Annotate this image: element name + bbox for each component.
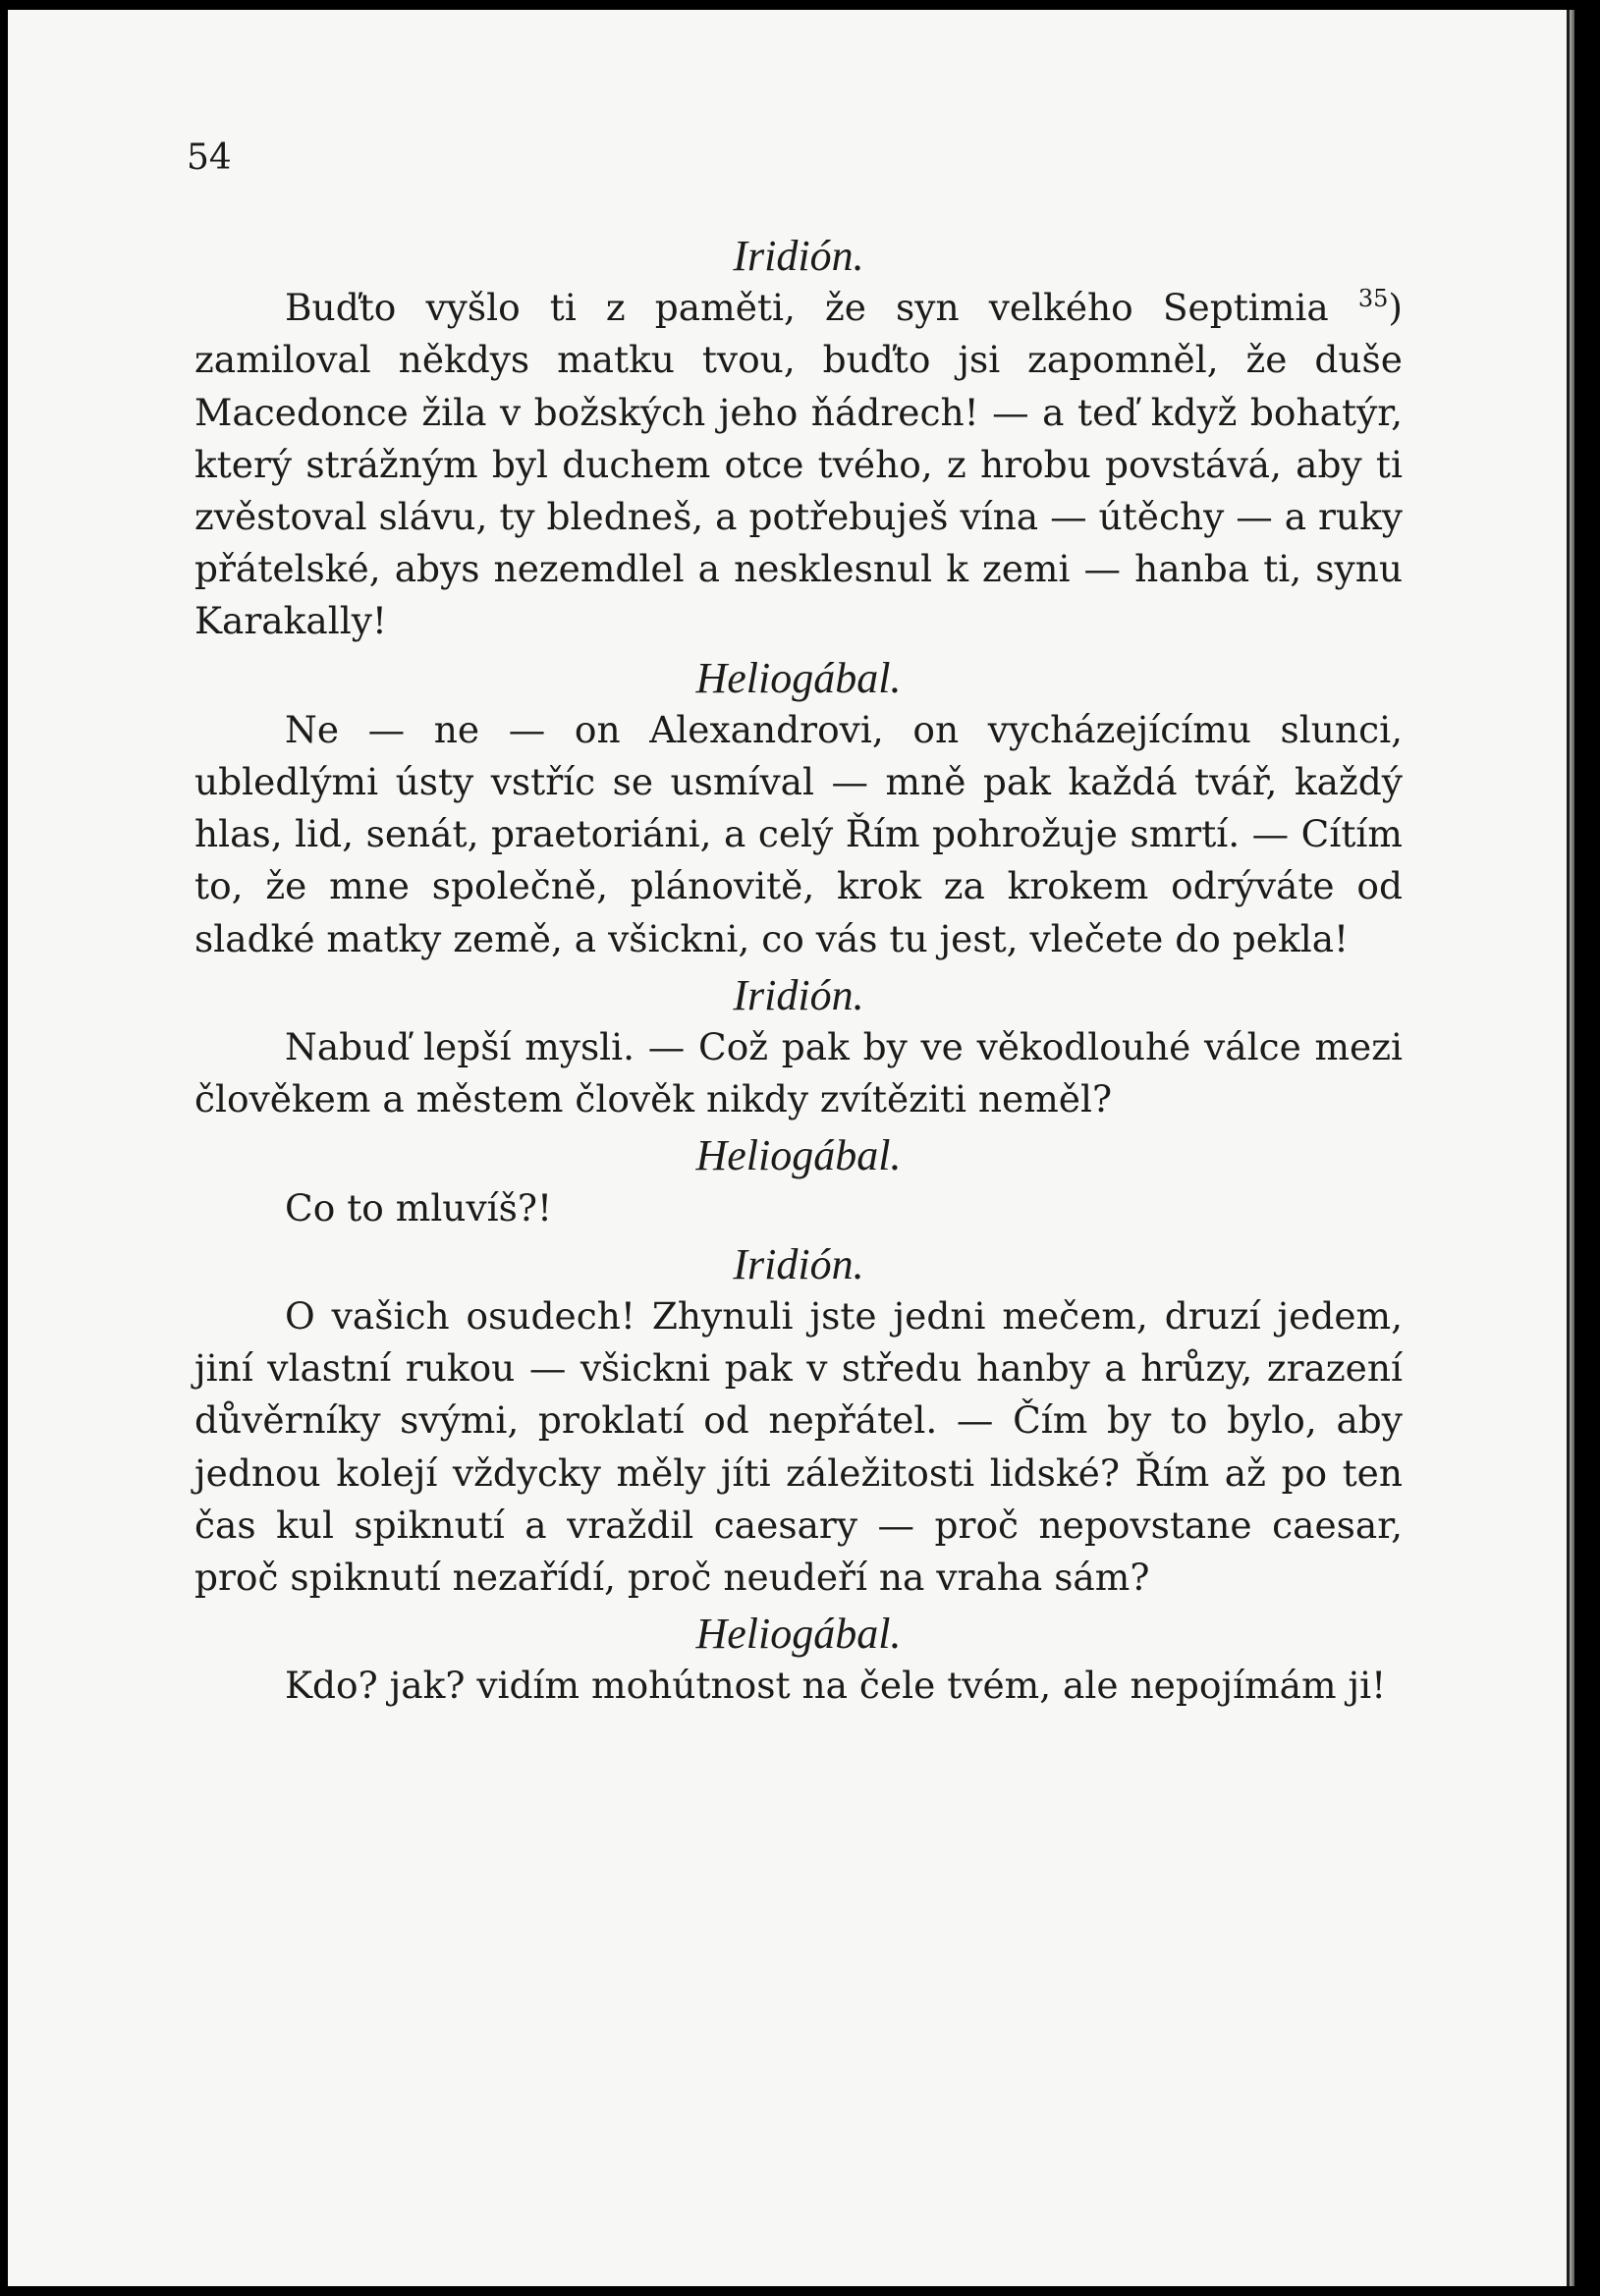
speech-paragraph: [194, 282, 1403, 647]
speaker-name: Iridión.: [733, 970, 864, 1019]
speaker-name: Heliogábal.: [695, 653, 902, 702]
speaker-name: Iridión.: [733, 1239, 864, 1288]
page-edge-line: [1567, 10, 1570, 2286]
speaker-name: Heliogábal.: [695, 1610, 902, 1659]
speaker-name: Iridión.: [733, 232, 864, 280]
speech-paragraph: Co to mluvíš?!: [285, 1185, 553, 1230]
footnote-reference: 35: [1357, 285, 1389, 313]
speaker-name: Heliogábal.: [695, 1131, 902, 1180]
page-number: 54: [187, 137, 232, 178]
page-text: [194, 228, 1403, 1713]
page-edge: [1567, 10, 1574, 2286]
speech-paragraph: O vašich osudech! Zhynuli jste jedni mečem, druzí jedem, jiní vlastní rukou — všickni pak v středu hanby a hrůzy, zrazení důvěrníky svými, proklatí od nepřátel. — Čím by to bylo, aby jednou kolejí vždycky měly jíti záležitosti lidské? Řím až po ten čas kul spiknutí a vraždil caesary — proč nepovstane caesar, proč spiknutí nezařídí, proč neudeří na vraha sám?: [194, 1294, 1403, 1600]
speech-paragraph: Nabuď lepší mysli. — Což pak by ve věkodlouhé válce mezi člověkem a městem člověk nikdy zvítěziti neměl?: [194, 1025, 1403, 1121]
speech-text: Buďto vyšlo ti z paměti, že syn velkého Septimia: [285, 286, 1358, 330]
speech-paragraph: Ne — ne — on Alexandrovi, on vycházejícímu slunci, ubledlými ústy vstříc se usmíval — mně pak každá tvář, každý hlas, lid, senát, praetoriáni, a celý Řím pohrožuje smrtí. — Cítím to, že mne společně, plánovitě, krok za krokem odrýváte od sladké matky země, a všickni, co vás tu jest, vlečete do pekla!: [194, 707, 1403, 960]
speech-paragraph: Kdo? jak? vidím mohútnost na čele tvém, ale nepojímám ji!: [285, 1664, 1387, 1708]
speech-text: ) zamiloval někdys matku tvou, buďto jsi zapomněl, že duše Macedonce žila v božských jeho ňádrech! — a teď když bohatýr, který strážným byl duchem otce tvého, z hrobu povstává, aby ti zvěstoval slávu, ty bledneš, a potřebuješ vína — útěchy — a ruky přátelské, abys nezemdlel a nesklesnul k zemi — hanba ti, synu Karakally!: [194, 286, 1403, 643]
